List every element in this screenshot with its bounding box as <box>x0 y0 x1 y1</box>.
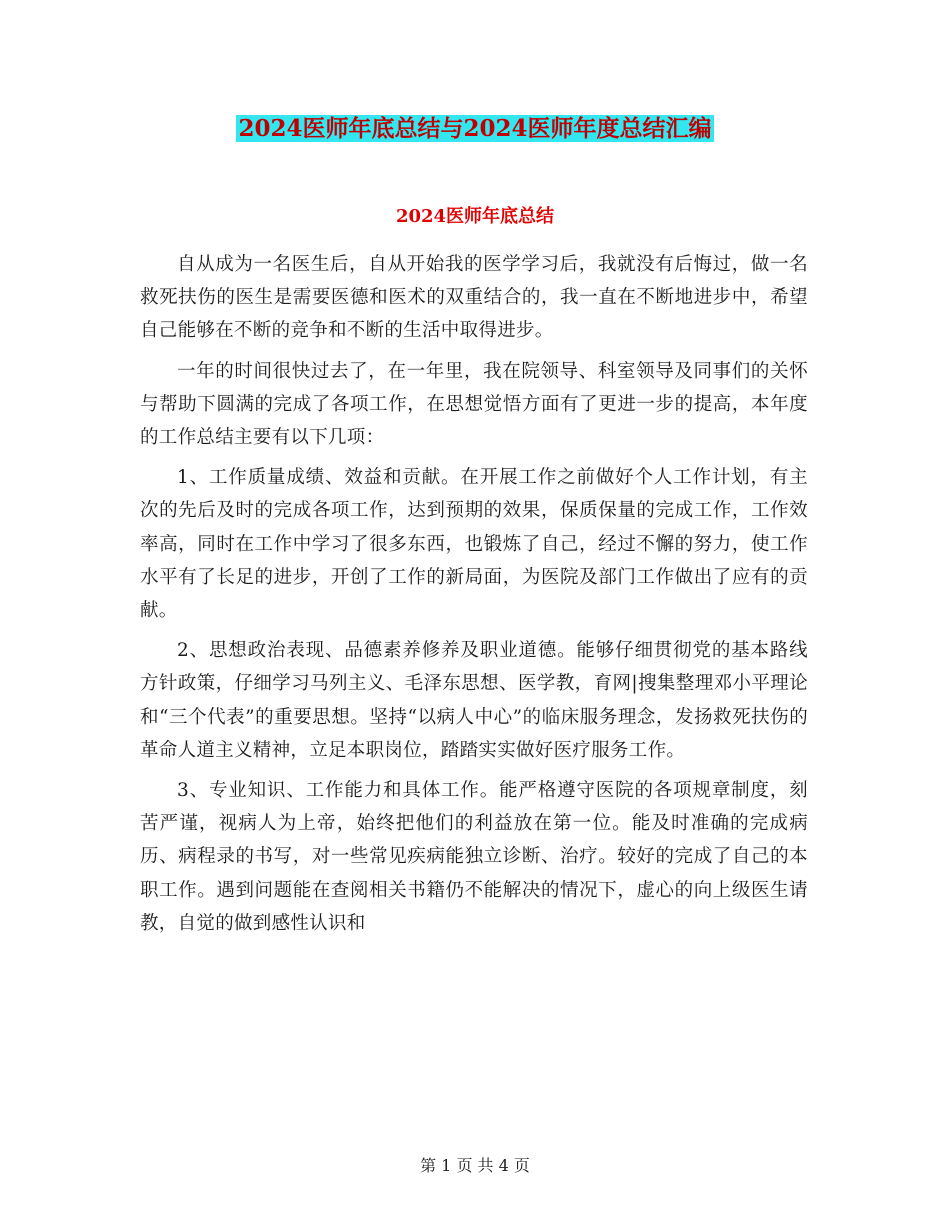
paragraph-item-1: 1、工作质量成绩、效益和贡献。在开展工作之前做好个人工作计划，有主次的先后及时的完成各项工作，达到预期的效果，保质保量的完成工作，工作效率高，同时在工作中学习了很多东西，也锻炼了自己，经过不懈的努力，使工作水平有了长足的进步，开创了工作的新局面，为医院及部门工作做出了应有的贡献。 <box>140 467 808 622</box>
document-title-text: 2024医师年底总结与2024医师年度总结汇编 <box>238 115 712 142</box>
page-footer: 第 1 页 共 4 页 <box>420 1156 530 1175</box>
document-body <box>140 248 808 947</box>
paragraph-overview: 一年的时间很快过去了，在一年里，我在院领导、科室领导及同事们的关怀与帮助下圆满的完成了各项工作，在思想觉悟方面有了更进一步的提高，本年度的工作总结主要有以下几项： <box>140 360 808 449</box>
paragraph-item-3: 3、专业知识、工作能力和具体工作。能严格遵守医院的各项规章制度，刻苦严谨，视病人为上帝，始终把他们的利益放在第一位。能及时准确的完成病历、病程录的书写，对一些常见疾病能独立诊断、治疗。较好的完成了自己的本职工作。遇到问题能在查阅相关书籍仍不能解决的情况下，虚心的向上级医生请教，自觉的做到感性认识和 <box>140 780 808 934</box>
paragraph-intro: 自从成为一名医生后，自从开始我的医学学习后，我就没有后悔过，做一名救死扶伤的医生是需要医德和医术的双重结合的，我一直在不断地进步中，希望自己能够在不断的竞争和不断的生活中取得进步。 <box>140 254 808 342</box>
document-title <box>0 112 950 146</box>
paragraph-item-2: 2、思想政治表现、品德素养修养及职业道德。能够仔细贯彻党的基本路线方针政策，仔细学习马列主义、毛泽东思想、医学教，育网|搜集整理邓小平理论和“三个代表”的重要思想。坚持“以病人中心”的临床服务理念，发扬救死扶伤的革命人道主义精神，立足本职岗位，踏踏实实做好医疗服务工作。 <box>140 640 808 761</box>
section-title: 2024医师年底总结 <box>395 206 555 227</box>
